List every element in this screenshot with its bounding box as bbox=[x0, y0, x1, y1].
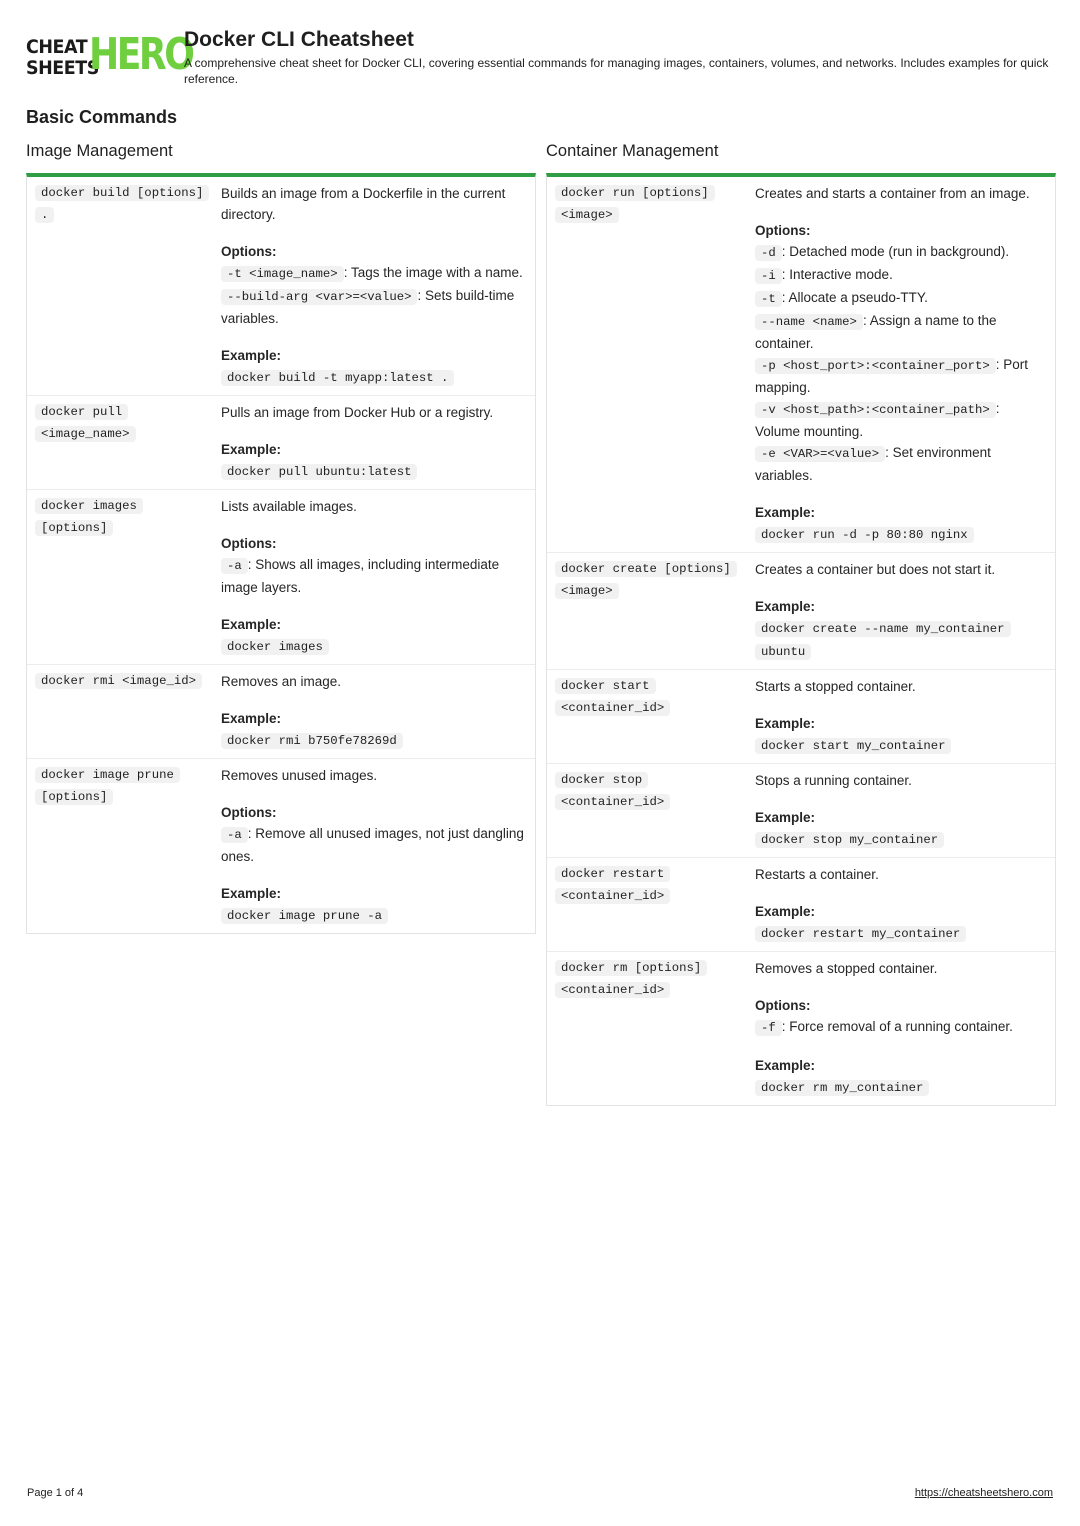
footer-link[interactable]: https://cheatsheetshero.com bbox=[914, 1487, 1053, 1499]
example-label: Example: bbox=[755, 810, 816, 825]
example-label: Example: bbox=[755, 505, 816, 520]
options-label: Options: bbox=[221, 536, 277, 551]
description-cell bbox=[221, 402, 527, 483]
example-code: docker restart my_container bbox=[755, 926, 966, 942]
description-cell bbox=[221, 496, 527, 658]
description-text: Pulls an image from Docker Hub or a registry. bbox=[221, 405, 494, 420]
logo-text-cheat: CHEAT bbox=[26, 36, 88, 58]
option-code: -d bbox=[755, 245, 782, 261]
command-cell bbox=[555, 770, 755, 851]
example-label: Example: bbox=[755, 904, 816, 919]
description-text: Starts a stopped container. bbox=[755, 679, 916, 694]
option-code: -t <image_name> bbox=[221, 266, 344, 282]
command-code: [options] bbox=[35, 789, 113, 805]
table-row bbox=[547, 857, 1055, 951]
command-code: docker stop bbox=[555, 772, 648, 788]
description-text: Removes unused images. bbox=[221, 768, 378, 783]
logo-text-sheets: SHEETS bbox=[26, 57, 99, 79]
description-text: Restarts a container. bbox=[755, 867, 879, 882]
description-text: Creates and starts a container from an image. bbox=[755, 186, 1030, 201]
description-cell bbox=[755, 864, 1047, 945]
options-label: Options: bbox=[221, 244, 277, 259]
option-code: -t bbox=[755, 291, 782, 307]
command-code: docker run [options] bbox=[555, 185, 715, 201]
image-management-title: Image Management bbox=[26, 142, 173, 160]
example-code: docker start my_container bbox=[755, 738, 951, 754]
command-code: docker pull bbox=[35, 404, 128, 420]
example-code: docker build -t myapp:latest . bbox=[221, 370, 454, 386]
options-label: Options: bbox=[755, 998, 811, 1013]
option-text: : Detached mode (run in background). bbox=[781, 244, 1010, 259]
option-text: : Interactive mode. bbox=[781, 267, 893, 282]
container-management-column bbox=[546, 142, 1056, 1106]
option-text: : Sets build-time variables. bbox=[221, 288, 515, 326]
command-code: docker restart bbox=[555, 866, 670, 882]
image-management-table bbox=[26, 173, 536, 934]
example-code: docker rmi b750fe78269d bbox=[221, 733, 403, 749]
description-text: Builds an image from a Dockerfile in the current directory. bbox=[221, 186, 506, 222]
description-cell bbox=[221, 765, 527, 927]
section-title: Basic Commands bbox=[26, 107, 178, 127]
description-cell bbox=[755, 559, 1047, 663]
command-cell bbox=[555, 183, 755, 546]
table-row bbox=[547, 177, 1055, 552]
example-label: Example: bbox=[755, 1058, 816, 1073]
page-number: Page 1 of 4 bbox=[27, 1487, 84, 1499]
option-code: -i bbox=[755, 268, 782, 284]
option-text: : Port mapping. bbox=[755, 357, 1029, 395]
command-cell bbox=[35, 671, 221, 752]
command-code: <container_id> bbox=[555, 700, 670, 716]
example-label: Example: bbox=[755, 716, 816, 731]
command-code: <container_id> bbox=[555, 888, 670, 904]
example-code: docker image prune -a bbox=[221, 908, 388, 924]
table-row bbox=[547, 552, 1055, 669]
option-text: : Remove all unused images, not just dangling ones. bbox=[221, 826, 524, 864]
option-text: : Shows all images, including intermediate image layers. bbox=[221, 557, 500, 595]
table-row bbox=[547, 951, 1055, 1105]
command-code: docker rm [options] bbox=[555, 960, 707, 976]
command-code: <image> bbox=[555, 583, 619, 599]
example-label: Example: bbox=[221, 886, 282, 901]
option-text: : Set environment variables. bbox=[755, 445, 991, 483]
option-code: -a bbox=[221, 558, 248, 574]
option-code: -p <host_port>:<container_port> bbox=[755, 358, 996, 374]
option-code: -a bbox=[221, 827, 248, 843]
description-text: Removes an image. bbox=[221, 674, 342, 689]
example-code: docker rm my_container bbox=[755, 1080, 929, 1096]
command-code: docker rmi <image_id> bbox=[35, 673, 202, 689]
description-text: Stops a running container. bbox=[755, 773, 912, 788]
command-code: docker start bbox=[555, 678, 656, 694]
command-cell bbox=[555, 559, 755, 663]
description-text: Creates a container but does not start it. bbox=[755, 562, 996, 577]
command-cell bbox=[35, 402, 221, 483]
option-code: --name <name> bbox=[755, 314, 863, 330]
table-row bbox=[547, 669, 1055, 763]
table-row bbox=[27, 489, 535, 664]
table-row bbox=[27, 664, 535, 758]
option-code: -v <host_path>:<container_path> bbox=[755, 402, 996, 418]
table-row bbox=[27, 177, 535, 395]
option-code: --build-arg <var>=<value> bbox=[221, 289, 417, 305]
example-code: docker pull ubuntu:latest bbox=[221, 464, 417, 480]
command-code: docker image prune bbox=[35, 767, 180, 783]
option-text: : Assign a name to the container. bbox=[755, 313, 997, 351]
example-label: Example: bbox=[221, 711, 282, 726]
command-code: . bbox=[35, 207, 54, 223]
command-code: [options] bbox=[35, 520, 113, 536]
command-code: docker create [options] bbox=[555, 561, 737, 577]
option-text: : Force removal of a running container. bbox=[781, 1019, 1013, 1034]
example-code: docker create --name my_container ubuntu bbox=[755, 621, 1011, 660]
description-cell bbox=[221, 183, 527, 389]
command-cell bbox=[35, 496, 221, 658]
option-text: : Allocate a pseudo-TTY. bbox=[781, 290, 928, 305]
example-label: Example: bbox=[221, 617, 282, 632]
example-code: docker run -d -p 80:80 nginx bbox=[755, 527, 974, 543]
command-code: <container_id> bbox=[555, 982, 670, 998]
example-label: Example: bbox=[221, 442, 282, 457]
page-description: A comprehensive cheat sheet for Docker CLI, covering essential commands for managing images, containers, volumes, and networks. Includes examples for quick reference. bbox=[184, 56, 1049, 86]
option-text: : Tags the image with a name. bbox=[343, 265, 523, 280]
command-code: <container_id> bbox=[555, 794, 670, 810]
options-label: Options: bbox=[755, 223, 811, 238]
container-management-table bbox=[546, 173, 1056, 1106]
table-row bbox=[547, 763, 1055, 857]
command-cell bbox=[35, 183, 221, 389]
option-code: -e <VAR>=<value> bbox=[755, 446, 885, 462]
description-cell bbox=[755, 958, 1047, 1099]
example-label: Example: bbox=[755, 599, 816, 614]
cheatsheetshero-logo[interactable] bbox=[26, 29, 193, 80]
command-code: docker images bbox=[35, 498, 143, 514]
command-code: docker build [options] bbox=[35, 185, 209, 201]
command-cell bbox=[555, 958, 755, 1099]
command-cell bbox=[35, 765, 221, 927]
description-text: Lists available images. bbox=[221, 499, 357, 514]
options-label: Options: bbox=[221, 805, 277, 820]
example-code: docker images bbox=[221, 639, 329, 655]
page-title: Docker CLI Cheatsheet bbox=[184, 28, 414, 51]
command-code: <image> bbox=[555, 207, 619, 223]
description-cell bbox=[755, 676, 1047, 757]
image-management-column bbox=[26, 142, 536, 934]
example-code: docker stop my_container bbox=[755, 832, 944, 848]
description-cell bbox=[221, 671, 527, 752]
command-code: <image_name> bbox=[35, 426, 136, 442]
description-cell bbox=[755, 183, 1047, 546]
option-code: -f bbox=[755, 1020, 782, 1036]
description-text: Removes a stopped container. bbox=[755, 961, 938, 976]
example-label: Example: bbox=[221, 348, 282, 363]
container-management-title: Container Management bbox=[546, 142, 719, 160]
command-cell bbox=[555, 864, 755, 945]
page-header bbox=[26, 28, 1056, 90]
command-cell bbox=[555, 676, 755, 757]
table-row bbox=[27, 758, 535, 933]
logo-text-hero: HERO bbox=[89, 29, 193, 80]
option-text: : Volume mounting. bbox=[755, 401, 1000, 439]
table-row bbox=[27, 395, 535, 489]
description-cell bbox=[755, 770, 1047, 851]
